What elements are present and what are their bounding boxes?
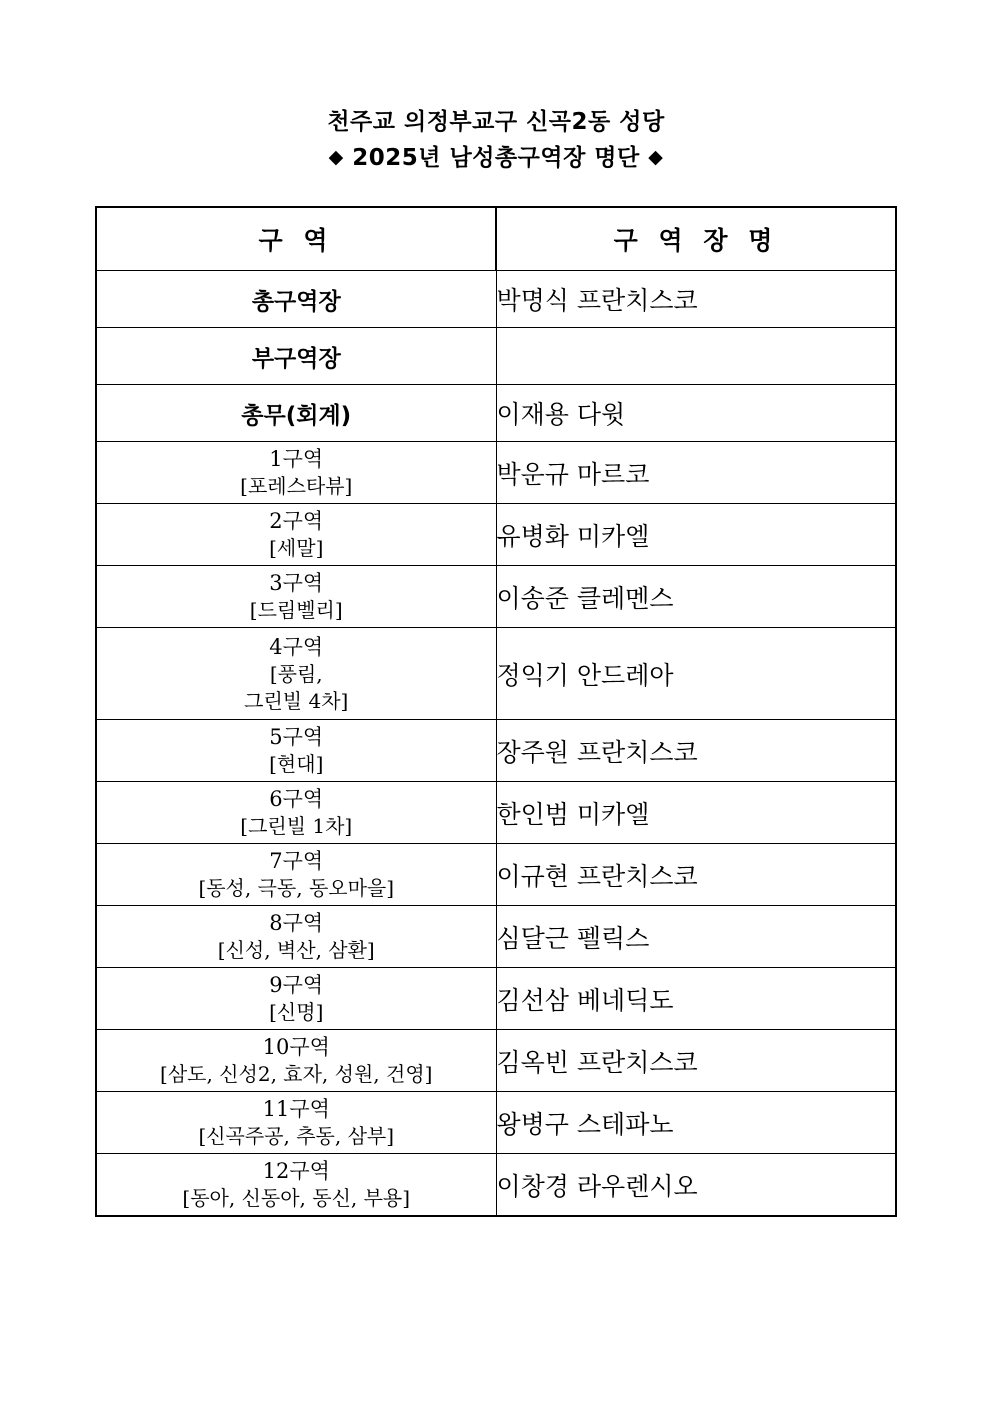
district-neighborhoods: [신명]: [269, 1000, 324, 1025]
table-row: [96, 782, 896, 844]
table-row: [96, 504, 896, 566]
district-neighborhoods: [드림벨리]: [249, 598, 343, 623]
officer-name: [496, 328, 896, 385]
district-neighborhoods: [신성, 벽산, 삼환]: [217, 938, 375, 963]
district-number: 2구역: [269, 508, 324, 533]
table-header-row: [96, 207, 896, 271]
officer-title: 부구역장: [96, 328, 496, 385]
district-neighborhoods: [동성, 극동, 동오마을]: [198, 876, 395, 901]
table-row: [96, 328, 896, 385]
page-title: 천주교 의정부교구 신곡2동 성당: [327, 109, 665, 135]
district-leader-name: 유병화 미카엘: [496, 504, 896, 566]
district-area: [96, 1154, 496, 1217]
district-area: [96, 844, 496, 906]
table-row: [96, 968, 896, 1030]
page-subtitle: [95, 141, 897, 177]
district-neighborhoods: [포레스타뷰]: [240, 474, 353, 499]
district-neighborhoods-2: 그린빌 4차]: [244, 688, 349, 713]
officer-name: 이재용 다윗: [496, 385, 896, 442]
table-row: [96, 906, 896, 968]
officer-title: 총무(회계): [96, 385, 496, 442]
table-row: [96, 566, 896, 628]
district-area: [96, 628, 496, 720]
district-number: 6구역: [269, 786, 324, 811]
table-row: [96, 628, 896, 720]
district-number: 9구역: [269, 972, 324, 997]
district-number: 11구역: [262, 1096, 330, 1121]
district-leader-name: 이창경 라우렌시오: [496, 1154, 896, 1217]
district-number: 1구역: [269, 446, 324, 471]
subtitle-text: 2025년 남성총구역장 명단: [352, 144, 640, 171]
district-neighborhoods: [세말]: [269, 536, 324, 561]
district-area: [96, 1030, 496, 1092]
table-row: [96, 271, 896, 328]
table-row: [96, 385, 896, 442]
column-header-leader: 구 역 장 명: [496, 207, 896, 271]
district-leader-name: 이규현 프란치스코: [496, 844, 896, 906]
district-area: [96, 566, 496, 628]
officer-name: 박명식 프란치스코: [496, 271, 896, 328]
district-leader-name: 정익기 안드레아: [496, 628, 896, 720]
district-area: [96, 906, 496, 968]
district-neighborhoods: [현대]: [269, 752, 324, 777]
table-row: [96, 1092, 896, 1154]
column-header-area: 구 역: [96, 207, 496, 271]
district-leader-name: 한인범 미카엘: [496, 782, 896, 844]
district-number: 4구역: [269, 634, 324, 659]
district-number: 8구역: [269, 910, 324, 935]
table-row: [96, 442, 896, 504]
district-area: [96, 504, 496, 566]
district-neighborhoods: [신곡주공, 추동, 삼부]: [198, 1124, 395, 1149]
district-number: 12구역: [262, 1158, 330, 1183]
district-leader-name: 왕병구 스테파노: [496, 1092, 896, 1154]
roster-table: [95, 206, 897, 1217]
district-area: [96, 442, 496, 504]
district-leader-name: 박운규 마르코: [496, 442, 896, 504]
diamond-right-icon: ◆: [648, 145, 664, 168]
district-leader-name: 이송준 클레멘스: [496, 566, 896, 628]
district-leader-name: 심달근 펠릭스: [496, 906, 896, 968]
district-leader-name: 김옥빈 프란치스코: [496, 1030, 896, 1092]
district-leader-name: 김선삼 베네딕도: [496, 968, 896, 1030]
table-row: [96, 1030, 896, 1092]
table-row: [96, 844, 896, 906]
district-area: [96, 720, 496, 782]
district-number: 3구역: [269, 570, 324, 595]
district-number: 10구역: [262, 1034, 330, 1059]
district-area: [96, 968, 496, 1030]
table-row: [96, 720, 896, 782]
district-neighborhoods: [풍림,: [269, 662, 323, 687]
district-neighborhoods: [삼도, 신성2, 효자, 성원, 건영]: [160, 1062, 433, 1087]
district-leader-name: 장주원 프란치스코: [496, 720, 896, 782]
officer-title: 총구역장: [96, 271, 496, 328]
district-neighborhoods: [그린빌 1차]: [240, 814, 353, 839]
diamond-left-icon: ◆: [328, 145, 344, 168]
district-number: 5구역: [269, 724, 324, 749]
district-neighborhoods: [동아, 신동아, 동신, 부용]: [182, 1186, 411, 1211]
district-area: [96, 1092, 496, 1154]
district-area: [96, 782, 496, 844]
district-number: 7구역: [269, 848, 324, 873]
table-row: [96, 1154, 896, 1217]
